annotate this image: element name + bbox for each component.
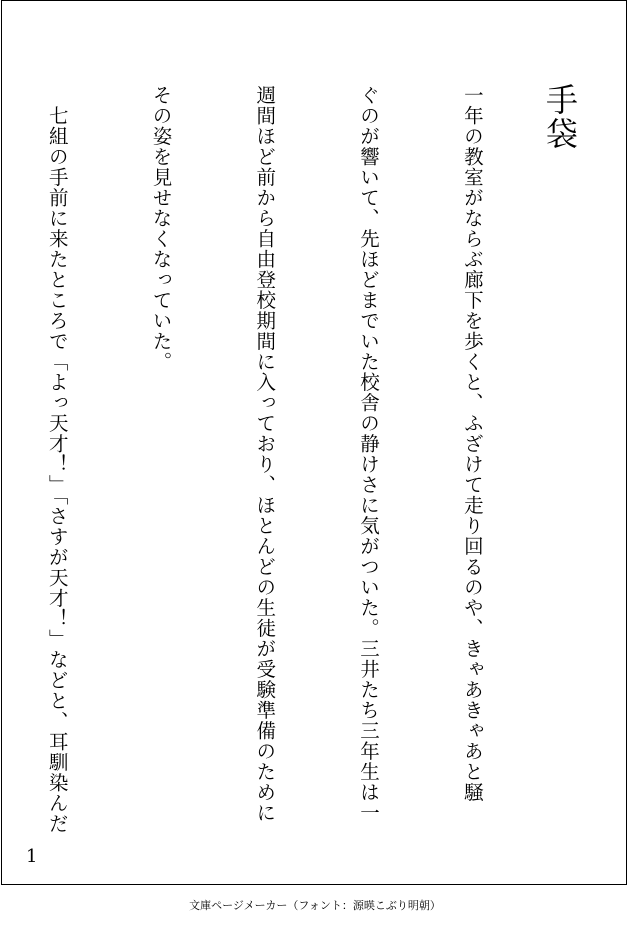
document-title: 手袋 <box>541 83 579 151</box>
text-line: 一年の教室がならぶ廊下を歩くと、ふざけて走り回るのや、きゃあきゃあと騒 <box>460 85 484 803</box>
text-line: ぐのが響いて、先ほどまでいた校舎の静けさに気がついた。三井たち三年生は一 <box>357 85 381 823</box>
footer-credit: 文庫ページメーカー（フォント：源暎こぶり明朝） <box>189 899 441 912</box>
text-line: 週間ほど前から自由登校期間に入っており、ほとんどの生徒が受験準備のために <box>253 85 277 823</box>
page-number: 1 <box>26 846 38 867</box>
page-frame <box>1 0 627 885</box>
text-line: 七組の手前に来たところで「よっ天才！」「さすが天才！」などと、耳馴染んだ <box>45 85 69 834</box>
body-text <box>0 85 558 851</box>
text-line: その姿を見せなくなっていた。 <box>149 85 173 372</box>
